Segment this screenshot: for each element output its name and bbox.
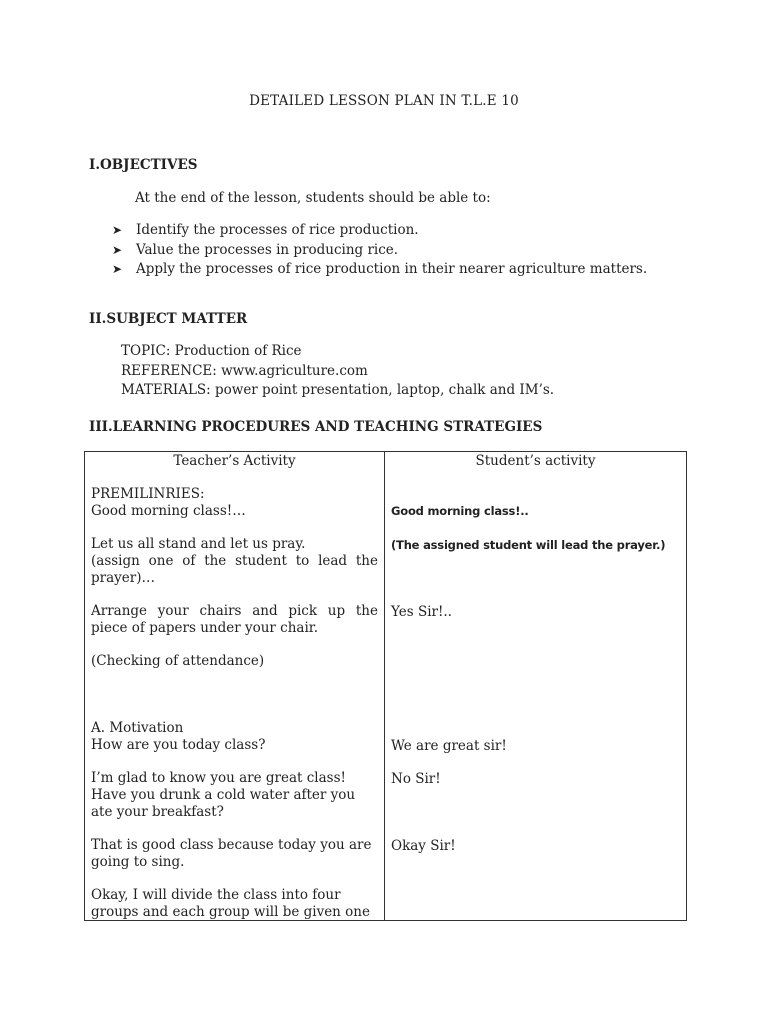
teacher-drunk: Have you drunk a cold water after you ate your breakfast? bbox=[91, 787, 356, 820]
list-item: ➤ Identify the processes of rice production. bbox=[112, 221, 647, 241]
activity-table bbox=[84, 451, 687, 921]
student-no: No Sir! bbox=[391, 771, 441, 787]
teacher-pray: Let us all stand and let us pray. bbox=[91, 536, 306, 552]
student-yes: Yes Sir!.. bbox=[391, 604, 452, 620]
teacher-assign: (assign one of the student to lead the prayer)… bbox=[91, 553, 378, 586]
teacher-motivation: A. Motivation bbox=[91, 720, 184, 736]
teacher-arrange: Arrange your chairs and pick up the piece of papers under your chair. bbox=[91, 603, 378, 636]
arrow-bullet-icon: ➤ bbox=[112, 223, 123, 237]
teacher-divide: Okay, I will divide the class into four groups and each group will be given one bbox=[91, 887, 370, 920]
teacher-glad: I’m glad to know you are great class! bbox=[91, 770, 346, 786]
document-title: DETAILED LESSON PLAN IN T.L.E 10 bbox=[249, 93, 519, 109]
list-item: ➤ Apply the processes of rice production in their nearer agriculture matters. bbox=[112, 260, 647, 280]
materials-line: MATERIALS: power point presentation, laptop, chalk and IM’s. bbox=[121, 382, 555, 398]
reference-line: REFERENCE: www.agriculture.com bbox=[121, 362, 368, 379]
objectives-intro: At the end of the lesson, students should be able to: bbox=[135, 190, 491, 206]
teacher-attendance: (Checking of attendance) bbox=[91, 653, 265, 669]
student-okay: Okay Sir! bbox=[391, 838, 456, 854]
teacher-greet: Good morning class!… bbox=[91, 503, 246, 519]
arrow-bullet-icon: ➤ bbox=[112, 242, 123, 257]
teacher-header: Teacher’s Activity bbox=[173, 453, 296, 469]
teacher-sing: That is good class because today you are going to sing. bbox=[91, 837, 372, 870]
teacher-how: How are you today class? bbox=[91, 737, 266, 753]
student-header: Student’s activity bbox=[475, 453, 596, 469]
list-item: ➤ Value the processes in producing rice. bbox=[112, 241, 647, 261]
arrow-bullet-icon: ➤ bbox=[112, 262, 123, 276]
procedures-heading: III.LEARNING PROCEDURES AND TEACHING STRATEGIES bbox=[89, 419, 543, 435]
teacher-prelim: PREMILINRIES: bbox=[91, 486, 205, 502]
topic-line: TOPIC: Production of Rice bbox=[121, 343, 302, 359]
student-great: We are great sir! bbox=[391, 738, 507, 754]
subject-matter-block bbox=[121, 342, 554, 401]
objectives-heading: I.OBJECTIVES bbox=[89, 157, 198, 173]
student-greet: Good morning class!.. bbox=[391, 504, 529, 518]
objectives-list bbox=[112, 221, 647, 280]
subject-matter-heading: II.SUBJECT MATTER bbox=[89, 311, 248, 327]
teacher-column bbox=[85, 452, 385, 921]
table-row bbox=[85, 452, 687, 921]
student-prayer: (The assigned student will lead the prayer.) bbox=[391, 538, 666, 552]
student-column bbox=[385, 452, 687, 921]
